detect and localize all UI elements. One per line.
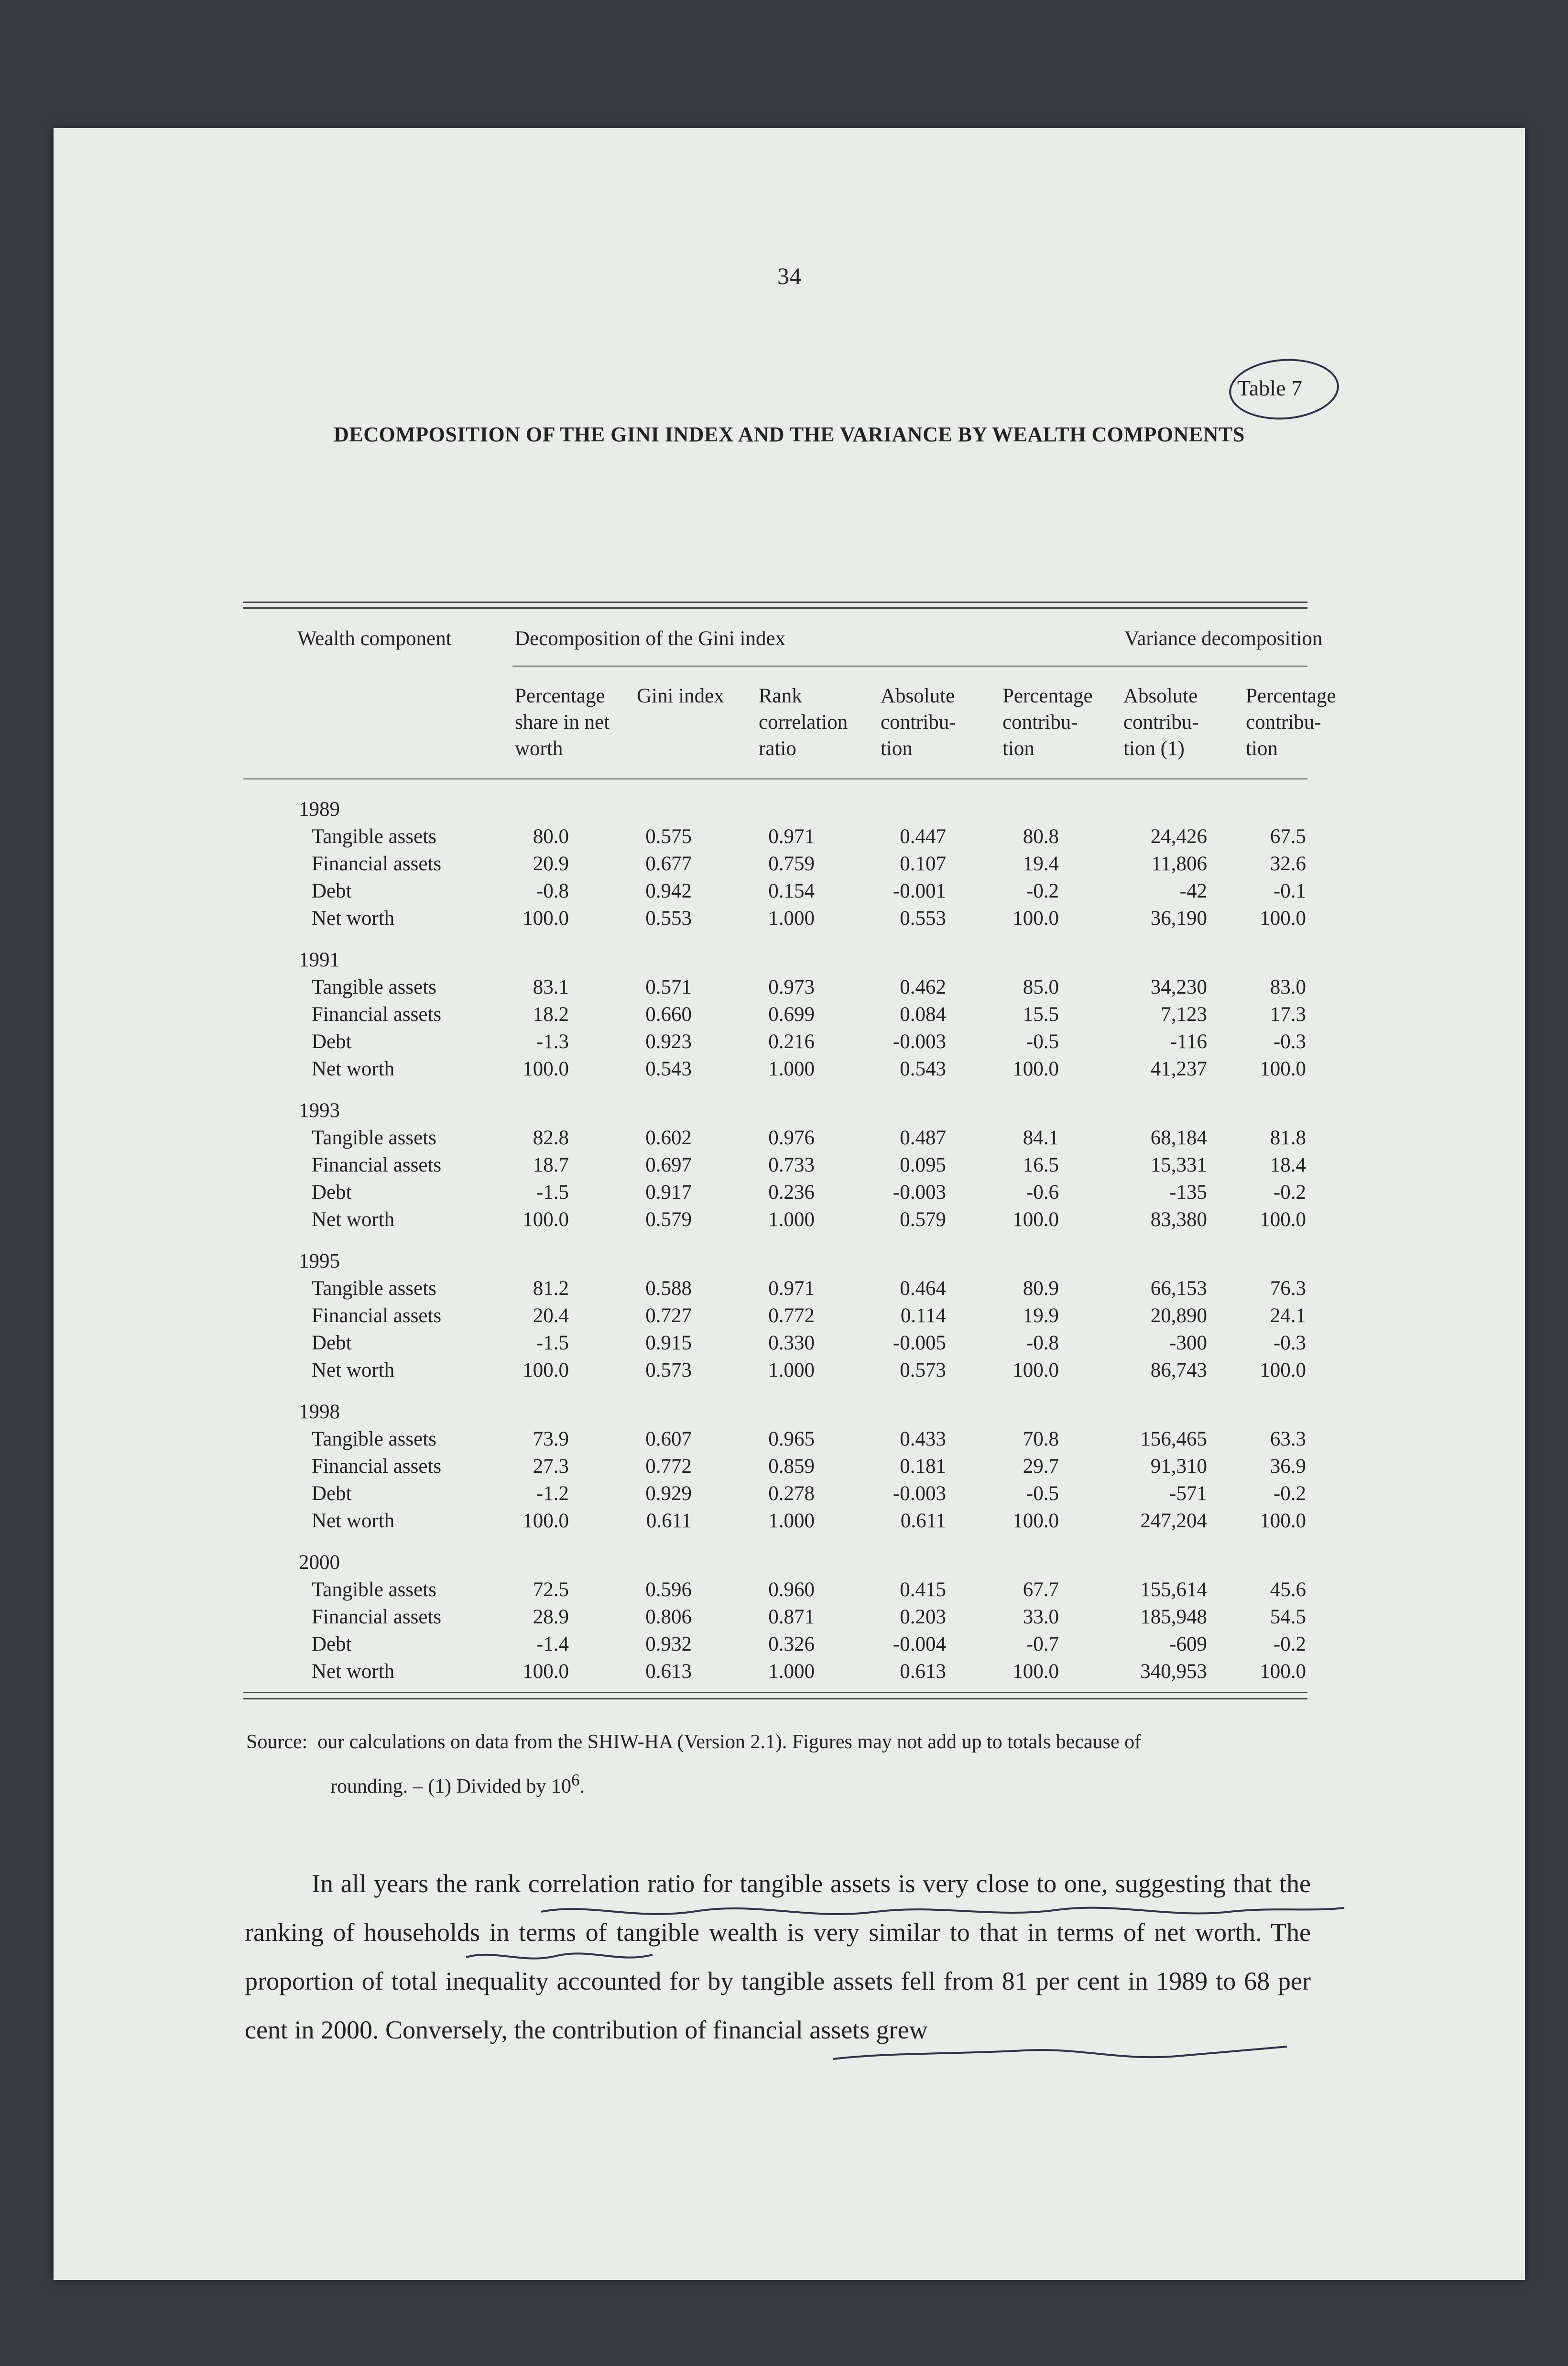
table-cell: -571 <box>1169 1482 1207 1505</box>
table-cell: 1.000 <box>768 1359 815 1381</box>
table-cell: -135 <box>1169 1181 1207 1204</box>
table-cell: 67.7 <box>1023 1578 1059 1601</box>
underlined-phrase-3: the contribution of financial assets grew <box>514 2015 928 2044</box>
table-bottom-rule-double <box>243 1698 1307 1699</box>
table-cell: 45.6 <box>1270 1578 1306 1601</box>
table-cell: 0.806 <box>645 1606 692 1628</box>
table-cell: 1.000 <box>768 1510 815 1532</box>
source-line2-end: . <box>579 1775 585 1797</box>
column-header-5: tion <box>1002 737 1034 760</box>
document-page <box>54 128 1525 2280</box>
year-label: 1991 <box>299 949 340 971</box>
table-cell: 155,614 <box>1140 1578 1207 1601</box>
table-cell: -0.1 <box>1273 880 1306 902</box>
table-cell: 0.543 <box>645 1058 692 1080</box>
table-cell: 72.5 <box>533 1578 569 1601</box>
table-cell: 83.1 <box>533 976 569 998</box>
row-label: Financial assets <box>312 853 442 875</box>
table-cell: 100.0 <box>1260 1510 1306 1532</box>
table-cell: 185,948 <box>1140 1606 1207 1628</box>
table-cell: 100.0 <box>1260 1359 1306 1381</box>
table-cell: 81.8 <box>1270 1127 1306 1149</box>
table-cell: 0.915 <box>645 1332 692 1354</box>
table-top-rule <box>243 602 1307 603</box>
body-text-1: In all years the <box>312 1869 475 1898</box>
column-header-6: Absolute <box>1123 685 1198 707</box>
table-cell: 0.677 <box>645 853 692 875</box>
table-cell: 15,331 <box>1150 1154 1207 1176</box>
body-paragraph <box>245 1859 1311 2054</box>
table-cell: 100.0 <box>523 1660 569 1683</box>
table-cell: 0.611 <box>646 1510 692 1532</box>
row-label: Tangible assets <box>312 825 436 848</box>
table-cell: 67.5 <box>1270 825 1306 848</box>
table-cell: 100.0 <box>1260 1208 1306 1231</box>
table-cell: 0.727 <box>645 1304 692 1327</box>
table-cell: -0.2 <box>1273 1482 1306 1505</box>
table-cell: 16.5 <box>1023 1154 1059 1176</box>
table-cell: 0.181 <box>900 1455 946 1478</box>
row-label: Net worth <box>312 1660 395 1683</box>
column-header-1: worth <box>515 737 563 760</box>
table-cell: 70.8 <box>1023 1428 1059 1450</box>
table-cell: -0.3 <box>1273 1030 1306 1053</box>
row-label: Tangible assets <box>312 1127 436 1149</box>
table-cell: 1.000 <box>768 907 815 930</box>
table-cell: 0.326 <box>768 1633 815 1655</box>
table-cell: 0.973 <box>768 976 815 998</box>
table-cell: 36,190 <box>1150 907 1207 930</box>
table-number: Table 7 <box>1237 376 1303 400</box>
table-cell: 24.1 <box>1270 1304 1306 1327</box>
table-cell: 0.278 <box>768 1482 815 1505</box>
table-cell: 0.960 <box>768 1578 815 1601</box>
header-variance-decomposition: Variance decomposition <box>1124 627 1323 650</box>
table-cell: 0.095 <box>900 1154 946 1176</box>
table-cell: -0.003 <box>893 1181 946 1204</box>
table-cell: 7,123 <box>1161 1003 1207 1026</box>
table-cell: 0.084 <box>900 1003 946 1026</box>
year-label: 1995 <box>299 1250 340 1272</box>
table-cell: -0.003 <box>893 1482 946 1505</box>
row-label: Tangible assets <box>312 1277 436 1300</box>
table-cell: 0.464 <box>900 1277 946 1300</box>
source-label: Source: <box>246 1731 308 1753</box>
table-cell: 100.0 <box>1013 907 1059 930</box>
row-label: Tangible assets <box>312 1578 436 1601</box>
table-cell: 0.571 <box>645 976 692 998</box>
table-cell: -1.5 <box>536 1181 569 1204</box>
table-cell: 20,890 <box>1150 1304 1207 1327</box>
table-cell: 76.3 <box>1270 1277 1306 1300</box>
column-header-5: Percentage <box>1002 685 1093 707</box>
row-label: Tangible assets <box>312 976 436 998</box>
row-label: Financial assets <box>312 1003 442 1026</box>
row-label: Financial assets <box>312 1304 442 1327</box>
column-header-7: tion <box>1246 737 1278 760</box>
row-label: Debt <box>312 1332 352 1354</box>
table-cell: 0.942 <box>645 880 692 902</box>
table-cell: -609 <box>1169 1633 1207 1655</box>
table-cell: -1.5 <box>536 1332 569 1354</box>
table-cell: -42 <box>1179 880 1207 902</box>
row-label: Debt <box>312 1181 352 1204</box>
row-label: Tangible assets <box>312 1428 436 1450</box>
table-cell: 73.9 <box>533 1428 569 1450</box>
table-cell: 100.0 <box>1013 1058 1059 1080</box>
table-cell: 100.0 <box>1013 1660 1059 1683</box>
table-cell: 0.579 <box>645 1208 692 1231</box>
table-cell: 0.575 <box>645 825 692 848</box>
underlined-phrase-1: rank correlation ratio for tangible assets is very close to one <box>475 1869 1101 1898</box>
row-label: Financial assets <box>312 1154 442 1176</box>
column-header-3: ratio <box>759 737 796 760</box>
table-cell: 100.0 <box>1260 907 1306 930</box>
table-cell: 0.971 <box>768 1277 815 1300</box>
table-cell: 84.1 <box>1023 1127 1059 1149</box>
table-cell: 340,953 <box>1140 1660 1207 1683</box>
table-cell: 0.607 <box>645 1428 692 1450</box>
table-cell: 0.107 <box>900 853 946 875</box>
table-cell: -0.005 <box>893 1332 946 1354</box>
table-cell: 100.0 <box>523 1510 569 1532</box>
table-cell: 247,204 <box>1140 1510 1207 1532</box>
table-cell: 0.415 <box>900 1578 946 1601</box>
row-label: Net worth <box>312 907 395 930</box>
table-cell: 0.759 <box>768 853 815 875</box>
row-label: Financial assets <box>312 1455 442 1478</box>
table-source-note <box>246 1723 1322 1806</box>
handwritten-underline-3 <box>833 2040 1292 2069</box>
table-cell: 100.0 <box>523 907 569 930</box>
header-wealth-component: Wealth component <box>297 627 452 650</box>
table-cell: 0.236 <box>768 1181 815 1204</box>
table-cell: 0.154 <box>768 880 815 902</box>
table-cell: 82.8 <box>533 1127 569 1149</box>
row-label: Debt <box>312 880 352 902</box>
table-cell: -0.004 <box>893 1633 946 1655</box>
handwritten-underline-2 <box>466 1945 657 1969</box>
table-cell: 20.4 <box>533 1304 569 1327</box>
table-cell: 0.216 <box>768 1030 815 1053</box>
table-cell: 0.596 <box>645 1578 692 1601</box>
table-cell: 66,153 <box>1150 1277 1207 1300</box>
column-header-4: contribu- <box>881 711 956 734</box>
table-bottom-rule <box>243 1692 1307 1693</box>
table-cell: -1.2 <box>536 1482 569 1505</box>
table-cell: 85.0 <box>1023 976 1059 998</box>
table-cell: 18.7 <box>533 1154 569 1176</box>
table-cell: 100.0 <box>1260 1058 1306 1080</box>
table-cell: 36.9 <box>1270 1455 1306 1478</box>
table-cell: 0.965 <box>768 1428 815 1450</box>
row-label: Debt <box>312 1482 352 1505</box>
table-cell: 0.917 <box>645 1181 692 1204</box>
table-cell: 91,310 <box>1150 1455 1207 1478</box>
table-cell: 0.553 <box>900 907 946 930</box>
table-cell: -1.4 <box>536 1633 569 1655</box>
row-label: Net worth <box>312 1510 395 1532</box>
table-cell: 80.9 <box>1023 1277 1059 1300</box>
table-cell: 0.697 <box>645 1154 692 1176</box>
body-text-3: in terms of tangible wealth is very similar to that in terms of net worth. The proportion of total inequality accounted for by tangible assets fell from 81 per cent in 1989 to 68 per cent in 2000. Conversely, <box>245 1918 1311 2044</box>
table-cell: 18.2 <box>533 1003 569 1026</box>
column-header-3: correlation <box>759 711 848 734</box>
table-cell: -0.2 <box>1273 1181 1306 1204</box>
handwritten-underline-1 <box>541 1897 1354 1926</box>
table-cell: 63.3 <box>1270 1428 1306 1450</box>
table-cell: -116 <box>1170 1030 1207 1053</box>
table-cell: 27.3 <box>533 1455 569 1478</box>
table-cell: 100.0 <box>1013 1359 1059 1381</box>
table-cell: 17.3 <box>1270 1003 1306 1026</box>
column-header-4: Absolute <box>881 685 955 707</box>
table-cell: -300 <box>1169 1332 1207 1354</box>
source-line1: our calculations on data from the SHIW-HA (Version 2.1). Figures may not add up to totals because of <box>317 1731 1142 1753</box>
table-cell: 0.553 <box>645 907 692 930</box>
table-cell: 1.000 <box>768 1660 815 1683</box>
table-cell: 0.114 <box>900 1304 946 1327</box>
table-cell: 0.772 <box>645 1455 692 1478</box>
body-text-2: , suggesting that the ranking of <box>245 1869 1311 1947</box>
table-cell: 0.573 <box>645 1359 692 1381</box>
table-cell: 0.613 <box>645 1660 692 1683</box>
table-cell: 11,806 <box>1151 853 1207 875</box>
table-cell: 100.0 <box>1013 1208 1059 1231</box>
table-cell: 19.4 <box>1023 853 1059 875</box>
table-cell: 33.0 <box>1023 1606 1059 1628</box>
table-cell: 0.433 <box>900 1428 946 1450</box>
table-cell: 0.613 <box>900 1660 946 1683</box>
year-label: 1993 <box>299 1099 340 1122</box>
table-cell: -0.2 <box>1273 1633 1306 1655</box>
source-superscript: 6 <box>571 1771 580 1789</box>
table-cell: 0.462 <box>900 976 946 998</box>
column-header-rule <box>243 778 1307 779</box>
table-cell: 0.611 <box>900 1510 946 1532</box>
table-cell: 19.9 <box>1023 1304 1059 1327</box>
table-cell: 1.000 <box>768 1208 815 1231</box>
column-header-7: contribu- <box>1246 711 1321 734</box>
table-cell: 0.602 <box>645 1127 692 1149</box>
year-label: 2000 <box>299 1551 340 1574</box>
row-label: Net worth <box>312 1058 395 1080</box>
table-cell: -0.7 <box>1026 1633 1059 1655</box>
table-cell: 24,426 <box>1150 825 1207 848</box>
row-label: Debt <box>312 1633 352 1655</box>
table-cell: -1.3 <box>536 1030 569 1053</box>
table-cell: -0.8 <box>536 880 569 902</box>
row-label: Debt <box>312 1030 352 1053</box>
table-cell: 15.5 <box>1023 1003 1059 1026</box>
table-cell: 1.000 <box>768 1058 815 1080</box>
table-cell: 32.6 <box>1270 853 1306 875</box>
table-cell: 100.0 <box>523 1359 569 1381</box>
table-cell: 29.7 <box>1023 1455 1059 1478</box>
group-header-rule <box>512 666 1307 667</box>
column-header-6: contribu- <box>1123 711 1199 734</box>
source-line2: rounding. – (1) Divided by 10 <box>330 1775 571 1797</box>
table-cell: 0.573 <box>900 1359 946 1381</box>
table-cell: 41,237 <box>1150 1058 1207 1080</box>
table-cell: 0.588 <box>645 1277 692 1300</box>
table-cell: 0.859 <box>768 1455 815 1478</box>
table-cell: 54.5 <box>1270 1606 1306 1628</box>
column-header-2: Gini index <box>637 685 724 707</box>
table-cell: 100.0 <box>1260 1660 1306 1683</box>
table-cell: 80.8 <box>1023 825 1059 848</box>
table-top-rule-double <box>243 607 1307 609</box>
row-label: Net worth <box>312 1359 395 1381</box>
table-cell: 0.699 <box>768 1003 815 1026</box>
column-header-1: Percentage <box>515 685 605 707</box>
table-cell: 0.976 <box>768 1127 815 1149</box>
table-cell: -0.001 <box>893 880 946 902</box>
column-header-3: Rank <box>759 685 802 707</box>
row-label: Net worth <box>312 1208 395 1231</box>
table-cell: 0.579 <box>900 1208 946 1231</box>
table-cell: 0.871 <box>768 1606 815 1628</box>
table-cell: 20.9 <box>533 853 569 875</box>
table-cell: 0.733 <box>768 1154 815 1176</box>
table-cell: 0.330 <box>768 1332 815 1354</box>
table-cell: 156,465 <box>1140 1428 1207 1450</box>
underlined-phrase-2: households <box>364 1918 480 1947</box>
table-cell: 83,380 <box>1150 1208 1207 1231</box>
table-cell: 86,743 <box>1150 1359 1207 1381</box>
table-cell: -0.6 <box>1026 1181 1059 1204</box>
table-cell: 18.4 <box>1270 1154 1306 1176</box>
table-cell: 83.0 <box>1270 976 1306 998</box>
column-header-1: share in net <box>515 711 610 734</box>
table-cell: 0.660 <box>645 1003 692 1026</box>
table-title: DECOMPOSITION OF THE GINI INDEX AND THE VARIANCE BY WEALTH COMPONENTS <box>334 423 1245 446</box>
table-cell: -0.3 <box>1273 1332 1306 1354</box>
table-cell: 0.543 <box>900 1058 946 1080</box>
table-cell: 81.2 <box>533 1277 569 1300</box>
column-header-6: tion (1) <box>1123 737 1185 760</box>
header-gini-decomposition: Decomposition of the Gini index <box>515 627 786 650</box>
table-cell: 34,230 <box>1150 976 1207 998</box>
table-cell: 0.971 <box>768 825 815 848</box>
page-number: 34 <box>777 263 801 289</box>
table-cell: -0.5 <box>1026 1030 1059 1053</box>
column-header-7: Percentage <box>1246 685 1336 707</box>
table-cell: 100.0 <box>1013 1510 1059 1532</box>
table-cell: 80.0 <box>533 825 569 848</box>
table-cell: -0.2 <box>1026 880 1059 902</box>
table-cell: 100.0 <box>523 1208 569 1231</box>
table-cell: 0.772 <box>768 1304 815 1327</box>
column-header-4: tion <box>881 737 913 760</box>
year-label: 1989 <box>299 798 340 821</box>
table-cell: 0.929 <box>645 1482 692 1505</box>
table-cell: 0.487 <box>900 1127 946 1149</box>
table-cell: -0.003 <box>893 1030 946 1053</box>
table-cell: 0.203 <box>900 1606 946 1628</box>
table-cell: -0.8 <box>1026 1332 1059 1354</box>
table-cell: 68,184 <box>1150 1127 1207 1149</box>
table-cell: 0.932 <box>645 1633 692 1655</box>
column-header-5: contribu- <box>1002 711 1078 734</box>
table-cell: 0.447 <box>900 825 946 848</box>
table-cell: 100.0 <box>523 1058 569 1080</box>
table-cell: -0.5 <box>1026 1482 1059 1505</box>
table-cell: 28.9 <box>533 1606 569 1628</box>
year-label: 1998 <box>299 1401 340 1423</box>
table-cell: 0.923 <box>645 1030 692 1053</box>
row-label: Financial assets <box>312 1606 442 1628</box>
